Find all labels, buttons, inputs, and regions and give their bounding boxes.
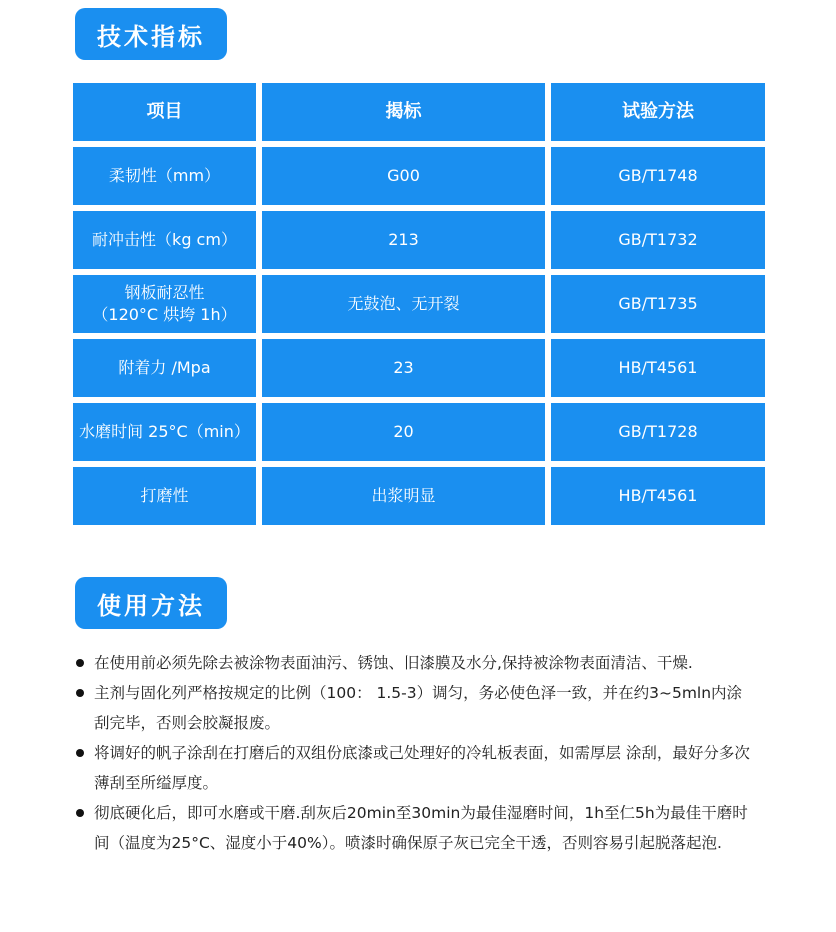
table-cell-item: 打磨性: [73, 467, 256, 525]
usage-list: [76, 648, 756, 858]
table-cell-standard: 213: [262, 211, 545, 269]
table-cell-method: GB/T1732: [551, 211, 765, 269]
table-cell-standard: 无鼓泡、无开裂: [262, 275, 545, 333]
table-cell-standard: G00: [262, 147, 545, 205]
table-cell-item: 附着力 /Mpa: [73, 339, 256, 397]
usage-item: 主剂与固化列严格按规定的比例（100： 1.5-3）调匀，务必使色泽一致，并在约3~5mln内涂刮完毕，否则会胶凝报废。: [76, 678, 756, 738]
table-cell-method: GB/T1748: [551, 147, 765, 205]
table-cell-method: HB/T4561: [551, 467, 765, 525]
section-title-usage: 使用方法: [75, 577, 227, 629]
usage-item: 彻底硬化后，即可水磨或干磨.刮灰后20min至30min为最佳湿磨时间，1h至仁5h为最佳干磨时间（温度为25°C、湿度小于40%）。喷漆时确保原子灰已完全干透，否则容易引起脱落起泡.: [76, 798, 756, 858]
usage-item: 在使用前必须先除去被涂物表面油污、锈蚀、旧漆膜及水分,保持被涂物表面清洁、干燥.: [76, 648, 756, 678]
table-cell-standard: 出浆明显: [262, 467, 545, 525]
usage-item: 将调好的帆子涂刮在打磨后的双组份底漆或己处理好的冷轧板表面，如需厚层 涂刮，最好分多次薄刮至所缢厚度。: [76, 738, 756, 798]
table-cell-method: GB/T1735: [551, 275, 765, 333]
table-cell-item: 水磨时间 25°C（min）: [73, 403, 256, 461]
table-cell-method: HB/T4561: [551, 339, 765, 397]
table-cell-item: 钢板耐忍性 （120°C 烘垮 1h）: [73, 275, 256, 333]
table-cell-item: 柔韧性（mm）: [73, 147, 256, 205]
section-title-spec: 技术指标: [75, 8, 227, 60]
table-header-method: 试验方法: [551, 83, 765, 141]
table-cell-standard: 20: [262, 403, 545, 461]
spec-table: [73, 83, 765, 525]
table-cell-item: 耐冲击性（kg cm）: [73, 211, 256, 269]
table-header-item: 项目: [73, 83, 256, 141]
table-cell-method: GB/T1728: [551, 403, 765, 461]
table-header-standard: 揭标: [262, 83, 545, 141]
table-cell-standard: 23: [262, 339, 545, 397]
